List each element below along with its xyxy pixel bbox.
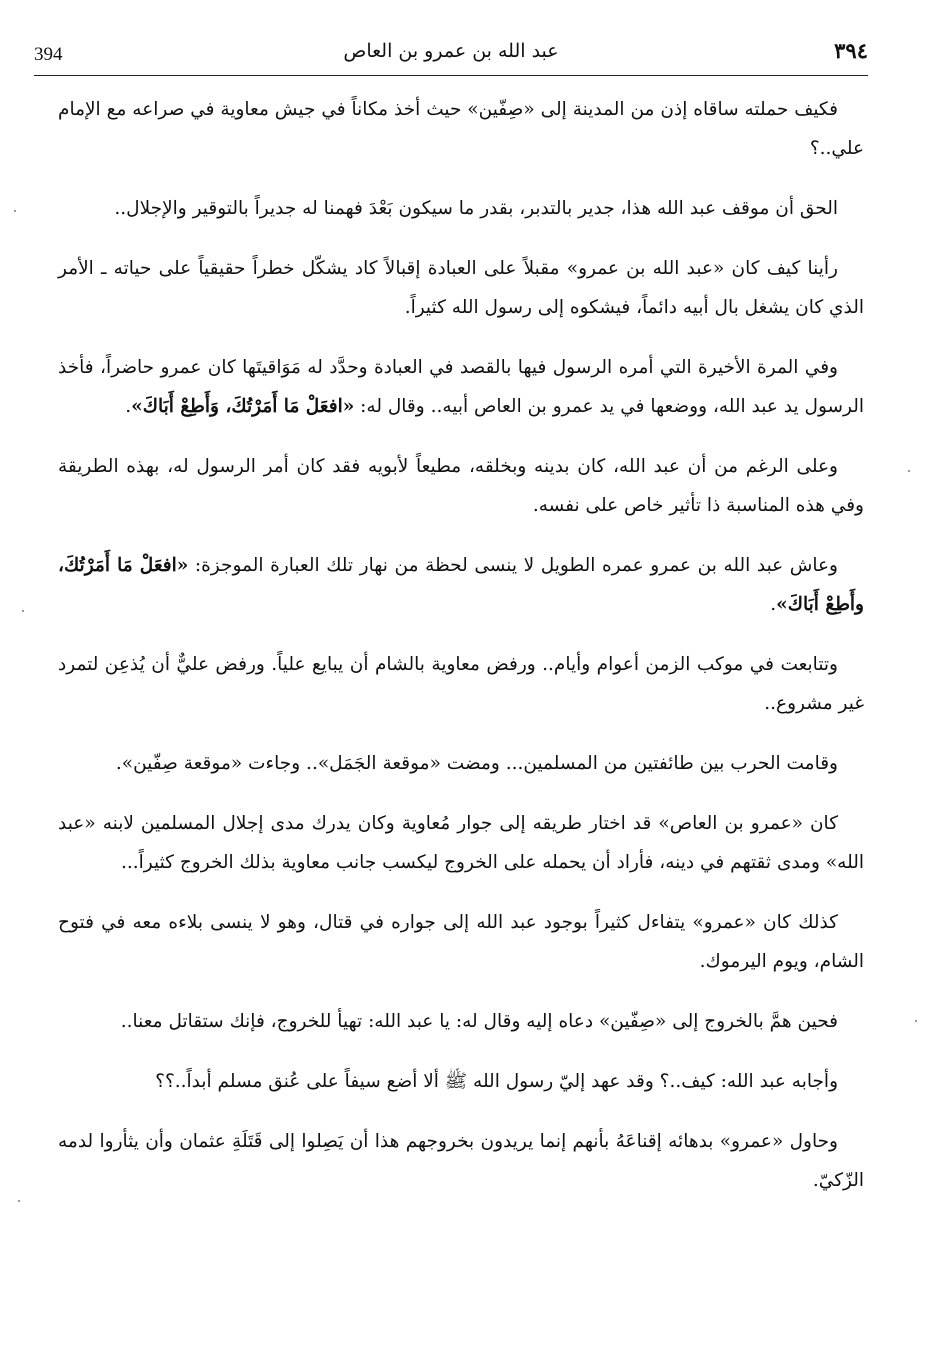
scan-speck <box>915 1020 917 1022</box>
paragraph: وعلى الرغم من أن عبد الله، كان بدينه وبخلقه، مطيعاً لأبويه فقد كان أمر الرسول له، بهذه الطريقة وفي هذه المناسبة ذا تأثير خاص على نفسه. <box>58 456 864 516</box>
paragraph-with-quote <box>58 546 864 624</box>
paragraph-with-quote <box>58 348 864 426</box>
paragraph: وأجابه عبد الله: كيف..؟ وقد عهد إليّ رسول الله ﷺ ألا أضع سيفاً على عُنق مسلم أبداً..؟؟ <box>155 1071 838 1092</box>
page-header <box>34 30 868 76</box>
paragraph: وتتابعت في موكب الزمن أعوام وأيام.. ورفض معاوية بالشام أن يبايع علياً. ورفض عليٌّ أن يُذعِن لتمرد غير مشروع.. <box>58 654 864 714</box>
paragraph: فحين همَّ بالخروج إلى «صِفّين» دعاه إليه وقال له: يا عبد الله: تهيأ للخروج، فإنك ستقاتل معنا.. <box>120 1011 838 1032</box>
paragraph: كان «عمرو بن العاص» قد اختار طريقه إلى جوار مُعاوية وكان يدرك مدى إجلال المسلمين لابنه «عبد الله» ومدى ثقتهم في دينه، فأراد أن يحمله على الخروج ليكسب جانب معاوية بذلك الخروج كثيراً... <box>58 813 864 873</box>
paragraph-text-end: . <box>125 396 132 417</box>
scan-speck <box>14 210 16 212</box>
hadith-quote: «افعَلْ مَا أَمَرْتُكَ، وَأَطِعْ أَبَاكَ» <box>131 396 355 417</box>
page-number-arabic: ٣٩٤ <box>834 38 868 63</box>
paragraph-text: وعاش عبد الله بن عمرو عمره الطويل لا ينسى لحظة من نهار تلك العبارة الموجزة: <box>188 555 838 576</box>
running-title: عبد الله بن عمرو بن العاص <box>343 40 559 62</box>
paragraph: كذلك كان «عمرو» يتفاءل كثيراً بوجود عبد الله إلى جواره في قتال، وهو لا ينسى بلاءه معه في فتوح الشام، ويوم اليرموك. <box>58 912 864 972</box>
paragraph-text-end: . <box>770 594 777 615</box>
paragraph: وقامت الحرب بين طائفتين من المسلمين... ومضت «موقعة الجَمَل».. وجاءت «موقعة صِفّين». <box>115 753 838 774</box>
paragraph-text: وفي المرة الأخيرة التي أمره الرسول فيها بالقصد في العبادة وحدَّد له مَوَاقيتَها كان عمرو حاضراً، فأخذ الرسول يد عبد الله، ووضعها في يد عمرو بن العاص أبيه.. وقال له: <box>58 357 864 417</box>
header-divider <box>34 75 868 76</box>
paragraph: الحق أن موقف عبد الله هذا، جدير بالتدبر، بقدر ما سيكون بَعْدَ فهمنا له جديراً بالتوقير والإجلال.. <box>114 198 838 219</box>
page-number-latin: 394 <box>34 44 63 65</box>
paragraph: فكيف حملته ساقاه إذن من المدينة إلى «صِفّين» حيث أخذ مكاناً في جيش معاوية في صراعه مع الإمام علي..؟ <box>58 99 864 159</box>
scan-speck <box>22 610 24 612</box>
hadith-quote: «افعَلْ مَا أَمَرْتُكَ، وأَطِعْ أَبَاكَ» <box>58 555 864 615</box>
scan-speck <box>908 470 910 472</box>
scan-speck <box>18 1200 20 1202</box>
body-text <box>58 90 864 1221</box>
paragraph: وحاول «عمرو» بدهائه إقناعَهُ بأنهم إنما يريدون بخروجهم هذا أن يَصِلوا إلى قَتَلَةِ عثمان وأن يثأروا لدمه الزّكيّ. <box>58 1131 864 1191</box>
paragraph: رأينا كيف كان «عبد الله بن عمرو» مقبلاً على العبادة إقبالاً كاد يشكّل خطراً حقيقياً على حياته ـ الأمر الذي كان يشغل بال أبيه دائماً، فيشكوه إلى رسول الله كثيراً. <box>58 258 864 318</box>
